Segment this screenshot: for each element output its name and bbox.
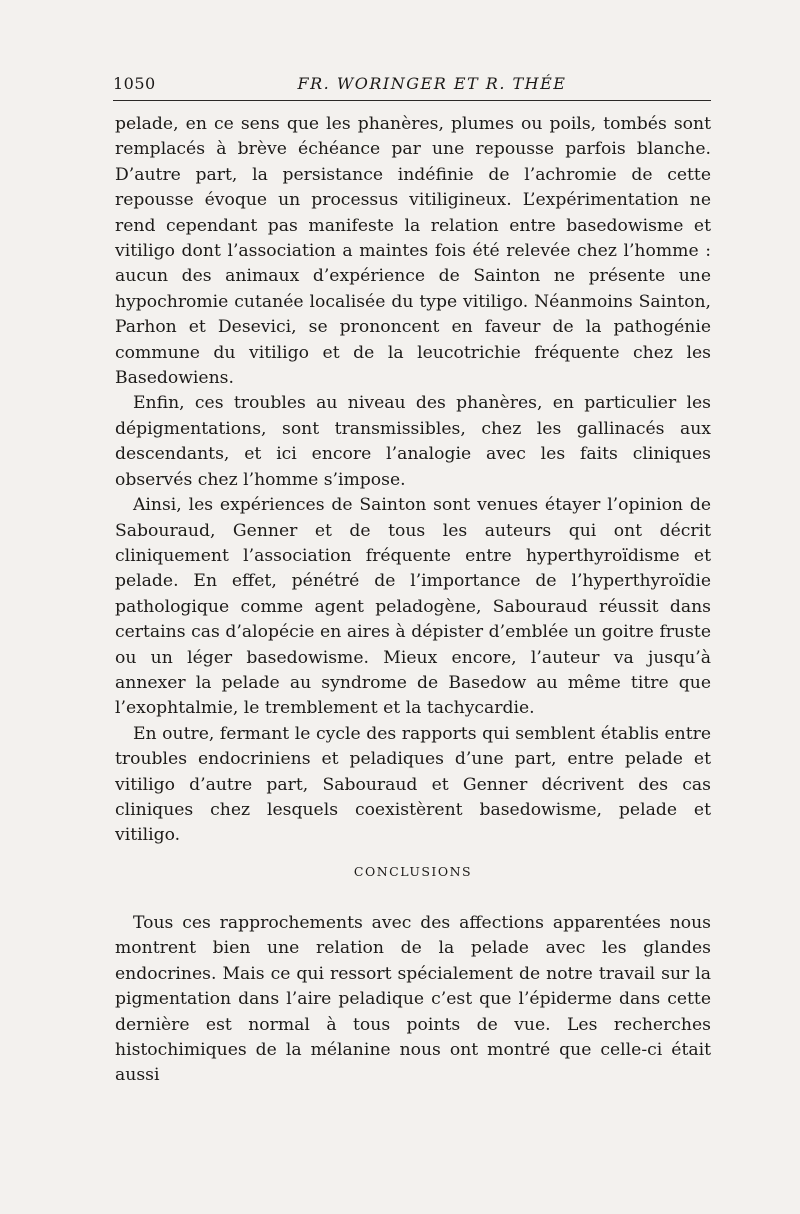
page-number: 1050: [113, 74, 156, 93]
paragraph: Ainsi, les expériences de Sainton sont venues étayer l’opinion de Sabouraud, Genner et de tous les auteurs qui ont décrit cliniquement l’association fréquente entre hyperthyroïdisme et pelade. En effet, pénétré de l’importance de l’hyperthyroïdie pathologique comme agent peladogène, Sabouraud réussit dans certains cas d’alopécie en aires à dépister d’emblée un goitre fruste ou un léger basedowisme. Mieux encore, l’auteur va jusqu’à annexer la pelade au syndrome de Basedow au même titre que l’exophtalmie, le tremblement et la tachycardie.: [115, 495, 711, 719]
paragraph: Tous ces rapprochements avec des affections apparentées nous montrent bien une relation de la pelade avec les glandes endocrines. Mais ce qui ressort spécialement de notre travail sur la pigmentation dans l’aire peladique c’est que l’épiderme dans cette dernière est normal à tous points de vue. Les recherches histochimiques de la mélanine nous ont montré que celle-ci était aussi: [115, 913, 711, 1086]
paragraph: pelade, en ce sens que les phanères, plumes ou poils, tombés sont remplacés à brève échéance par une repousse parfois blanche. D’autre part, la persistance indéfinie de l’achromie de cette repousse évoque un processus vitiligineux. L’expérimentation ne rend cependant pas manifeste la relation entre basedowisme et vitiligo dont l’association a maintes fois été relevée chez l’homme : aucun des animaux d’expérience de Sainton ne présente une hypochromie cutanée localisée du type vitiligo. Néanmoins Sainton, Parhon et Desevici, se prononcent en faveur de la pathogénie commune du vitiligo et de la leucotrichie fréquente chez les Basedowiens.: [115, 114, 711, 389]
body-text-before-conclusions: [115, 112, 711, 849]
header-rule: [113, 100, 711, 101]
body-text-conclusions: [115, 911, 711, 1089]
running-head: [113, 70, 711, 98]
running-title: FR. WORINGER ET R. THÉE: [297, 74, 567, 93]
paragraph: En outre, fermant le cycle des rapports qui semblent établis entre troubles endocriniens et peladiques d’une part, entre pelade et vitiligo d’autre part, Sabouraud et Genner décrivent des cas cliniques chez lesquels coexistèrent basedowisme, pelade et vitiligo.: [115, 723, 711, 846]
paragraph: Enfin, ces troubles au niveau des phanères, en particulier les dépigmentations, sont transmissibles, chez les gallinacés aux descendants, et ici encore l’analogie avec les faits cliniques observés chez l’homme s’impose.: [115, 393, 711, 490]
section-heading-conclusions: CONCLUSIONS: [353, 864, 473, 879]
